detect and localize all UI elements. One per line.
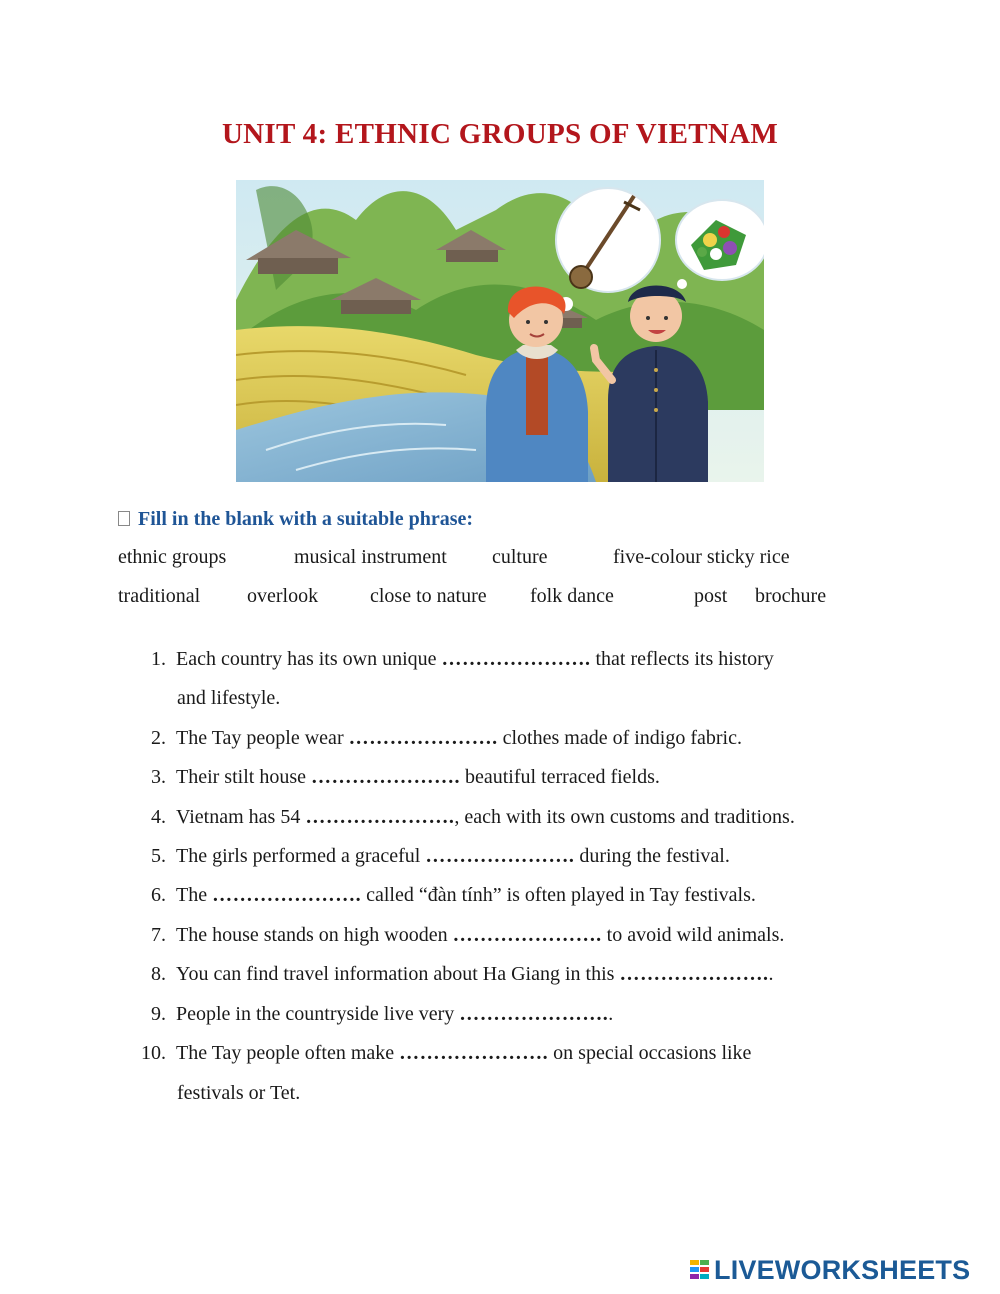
word-bank-item: five-colour sticky rice bbox=[613, 546, 790, 568]
word-bank-item: close to nature bbox=[370, 585, 487, 607]
logo-text: LIVEWORKSHEETS bbox=[714, 1254, 971, 1285]
word-bank-item: traditional bbox=[118, 585, 201, 607]
answer-blank[interactable]: …………………. bbox=[425, 845, 575, 867]
word-bank-item: post bbox=[694, 585, 728, 607]
answer-blank[interactable]: …………………. bbox=[619, 963, 769, 985]
question-item: 5. The girls performed a graceful …………………. during the festival. bbox=[151, 845, 730, 867]
word-bank-item: ethnic groups bbox=[118, 546, 227, 568]
question-continuation: and lifestyle. bbox=[177, 687, 281, 709]
instruction-heading bbox=[118, 508, 473, 531]
answer-blank[interactable]: …………………. bbox=[212, 884, 362, 906]
word-bank-item: musical instrument bbox=[294, 546, 447, 568]
liveworksheets-mark-icon bbox=[690, 1258, 710, 1282]
question-item: 1. Each country has its own unique …………………. that reflects its history bbox=[151, 648, 774, 670]
answer-blank[interactable]: …………………. bbox=[305, 806, 455, 828]
question-item: 7. The house stands on high wooden …………………. to avoid wild animals. bbox=[151, 924, 785, 946]
answer-blank[interactable]: …………………. bbox=[441, 648, 591, 670]
answer-blank[interactable]: …………………. bbox=[452, 924, 602, 946]
worksheet-title: UNIT 4: ETHNIC GROUPS OF VIETNAM bbox=[221, 118, 779, 150]
answer-blank[interactable]: …………………. bbox=[310, 766, 460, 788]
word-bank-item: folk dance bbox=[530, 585, 614, 607]
word-bank-item: overlook bbox=[247, 585, 319, 607]
question-continuation: festivals or Tet. bbox=[177, 1082, 301, 1104]
question-item: 6. The …………………. called “đàn tính” is often played in Tay festivals. bbox=[151, 884, 756, 906]
answer-blank[interactable]: …………………. bbox=[348, 727, 498, 749]
checkbox-bullet-icon bbox=[118, 511, 130, 526]
word-bank-item: culture bbox=[492, 546, 548, 568]
question-item: 9. People in the countryside live very ………………….. bbox=[151, 1003, 614, 1025]
answer-blank[interactable]: …………………. bbox=[399, 1042, 549, 1064]
liveworksheets-logo bbox=[690, 1254, 970, 1286]
question-item: 2. The Tay people wear …………………. clothes made of indigo fabric. bbox=[151, 727, 742, 749]
question-item: 3. Their stilt house …………………. beautiful terraced fields. bbox=[151, 766, 660, 788]
question-item: 8. You can find travel information about Ha Giang in this ………………….. bbox=[151, 963, 774, 985]
illustration-ethnic-scene bbox=[236, 180, 764, 482]
instruction-text: Fill in the blank with a suitable phrase: bbox=[138, 508, 474, 530]
answer-blank[interactable]: …………………. bbox=[459, 1003, 609, 1025]
question-item: 4. Vietnam has 54 …………………., each with its own customs and traditions. bbox=[151, 806, 795, 828]
word-bank-item: brochure bbox=[755, 585, 827, 607]
question-item: 10. The Tay people often make …………………. on special occasions like bbox=[141, 1042, 752, 1064]
